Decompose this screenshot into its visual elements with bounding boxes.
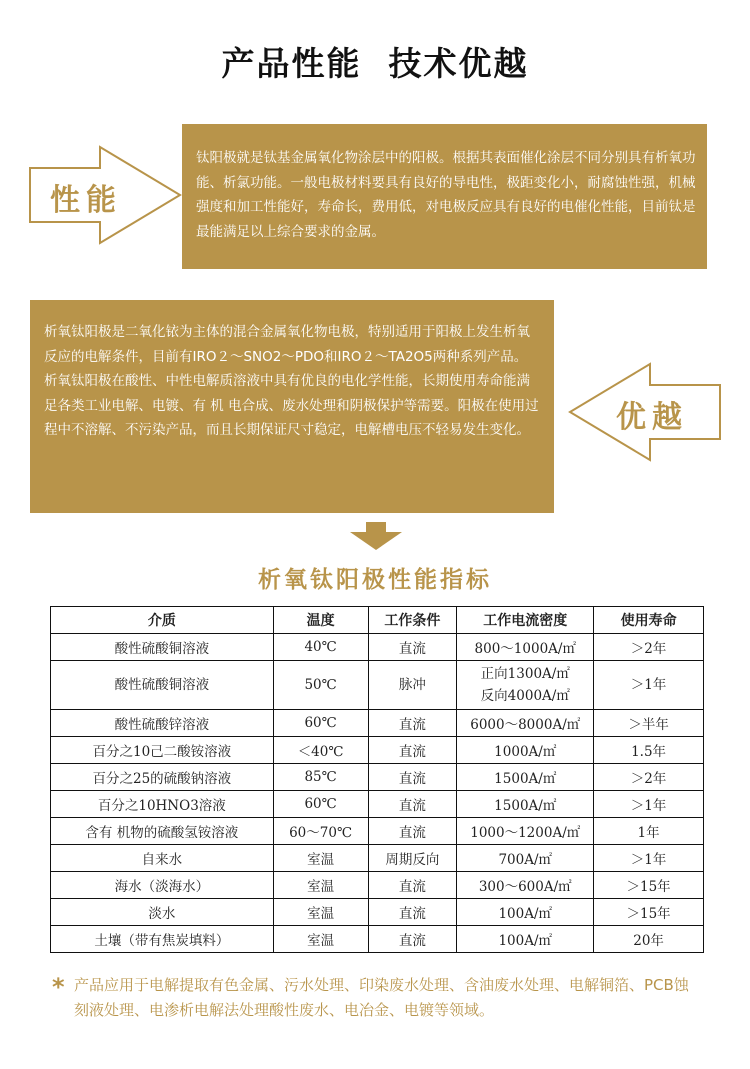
cell-medium: 百分之10己二酸铵溶液 (51, 737, 274, 764)
cell-medium: 含有 机物的硫酸氢铵溶液 (51, 818, 274, 845)
cell-current: 100A/㎡ (457, 899, 594, 926)
cell-life: ＞15年 (594, 899, 704, 926)
cell-medium: 百分之10HNO3溶液 (51, 791, 274, 818)
cell-life: ＞2年 (594, 634, 704, 661)
advantage-text-box (30, 300, 554, 513)
cell-life: ＞1年 (594, 845, 704, 872)
cell-current-reverse: 反向4000A/㎡ (480, 688, 570, 704)
table-row (51, 818, 704, 845)
cell-condition: 直流 (368, 899, 457, 926)
performance-text: 钛阳极就是钛基金属氧化物涂层中的阳极。根据其表面催化涂层不同分别具有析氧功能、析氯功能。一般电极材料要具有良好的导电性，极距变化小，耐腐蚀性强，机械强度和加工性能好，寿命长，费用低，对电极反应具有良好的电催化性能，目前钛是最能满足以上综合要求的金属。 (196, 150, 696, 240)
performance-table (50, 606, 704, 953)
cell-current: 800～1000A/㎡ (457, 634, 594, 661)
cell-condition: 直流 (368, 791, 457, 818)
cell-temp: 60℃ (273, 791, 368, 818)
cell-temp: 85℃ (273, 764, 368, 791)
table-row (51, 737, 704, 764)
performance-label: 性能 (50, 183, 122, 218)
table-title: 析氧钛阳极性能指标 (258, 567, 492, 593)
cell-condition: 直流 (368, 872, 457, 899)
cell-current (457, 661, 594, 710)
cell-temp: 50℃ (273, 661, 368, 710)
cell-temp: 室温 (273, 899, 368, 926)
cell-medium: 百分之25的硫酸钠溶液 (51, 764, 274, 791)
table-row (51, 764, 704, 791)
cell-current: 1000～1200A/㎡ (457, 818, 594, 845)
application-note (52, 973, 702, 1023)
table-row (51, 899, 704, 926)
note-marker: * (52, 973, 65, 1001)
cell-condition: 直流 (368, 926, 457, 953)
cell-condition: 直流 (368, 710, 457, 737)
note-text: 产品应用于电解提取有色金属、污水处理、印染废水处理、含油废水处理、电解铜箔、PCB蚀刻液处理、电渗析电解法处理酸性废水、电冶金、电镀等领域。 (74, 976, 689, 1019)
cell-medium: 酸性硫酸锌溶液 (51, 710, 274, 737)
advantage-paragraph-2: 析氧钛阳极在酸性、中性电解质溶液中具有优良的电化学性能，长期使用寿命能满足各类工业电解、电镀、有 机 电合成、废水处理和阴极保护等需要。阳极在使用过程中不溶解、不污染产品，而且长期保证尺寸稳定，电解槽电压不轻易发生变化。 (44, 373, 539, 438)
cell-temp: 60～70℃ (273, 818, 368, 845)
arrow-down-icon (350, 522, 402, 550)
table-row (51, 634, 704, 661)
table-row (51, 710, 704, 737)
cell-condition: 直流 (368, 737, 457, 764)
cell-current: 700A/㎡ (457, 845, 594, 872)
cell-life: ＞15年 (594, 872, 704, 899)
page-title: 产品性能 技术优越 (221, 44, 529, 83)
cell-current-forward: 正向1300A/㎡ (480, 666, 570, 682)
cell-current: 300～600A/㎡ (457, 872, 594, 899)
cell-life: ＞1年 (594, 791, 704, 818)
cell-temp: 室温 (273, 845, 368, 872)
advantage-paragraph-1: 析氧钛阳极是二氧化铱为主体的混合金属氧化物电极，特别适用于阳极上发生析氧反应的电解条件，目前有IRO２～SNO2～PDO和IRO２～TA2O5两种系列产品。 (44, 324, 530, 365)
cell-life: ＞半年 (594, 710, 704, 737)
table-row (51, 661, 704, 710)
cell-current: 1500A/㎡ (457, 791, 594, 818)
table-row (51, 791, 704, 818)
cell-condition: 周期反向 (368, 845, 457, 872)
performance-text-box (182, 124, 707, 269)
header-medium: 介质 (51, 607, 274, 634)
table-row (51, 926, 704, 953)
cell-current: 1000A/㎡ (457, 737, 594, 764)
cell-medium: 淡水 (51, 899, 274, 926)
header-service-life: 使用寿命 (594, 607, 704, 634)
cell-life: ＞1年 (594, 661, 704, 710)
advantage-label: 优越 (616, 400, 688, 435)
cell-condition: 直流 (368, 764, 457, 791)
header-temperature: 温度 (273, 607, 368, 634)
cell-life: ＞2年 (594, 764, 704, 791)
cell-condition: 脉冲 (368, 661, 457, 710)
table-row (51, 872, 704, 899)
cell-temp: 40℃ (273, 634, 368, 661)
cell-life: 1年 (594, 818, 704, 845)
cell-medium: 海水（淡海水） (51, 872, 274, 899)
cell-medium: 酸性硫酸铜溶液 (51, 661, 274, 710)
cell-medium: 酸性硫酸铜溶液 (51, 634, 274, 661)
cell-current: 6000～8000A/㎡ (457, 710, 594, 737)
cell-medium: 土壤（带有焦炭填料） (51, 926, 274, 953)
cell-life: 1.5年 (594, 737, 704, 764)
cell-medium: 自来水 (51, 845, 274, 872)
cell-temp: ＜40℃ (273, 737, 368, 764)
table-row (51, 845, 704, 872)
table-header-row (51, 607, 704, 634)
cell-current: 100A/㎡ (457, 926, 594, 953)
cell-temp: 室温 (273, 926, 368, 953)
cell-temp: 室温 (273, 872, 368, 899)
cell-current: 1500A/㎡ (457, 764, 594, 791)
header-current-density: 工作电流密度 (457, 607, 594, 634)
cell-life: 20年 (594, 926, 704, 953)
cell-temp: 60℃ (273, 710, 368, 737)
header-condition: 工作条件 (368, 607, 457, 634)
cell-condition: 直流 (368, 634, 457, 661)
cell-condition: 直流 (368, 818, 457, 845)
